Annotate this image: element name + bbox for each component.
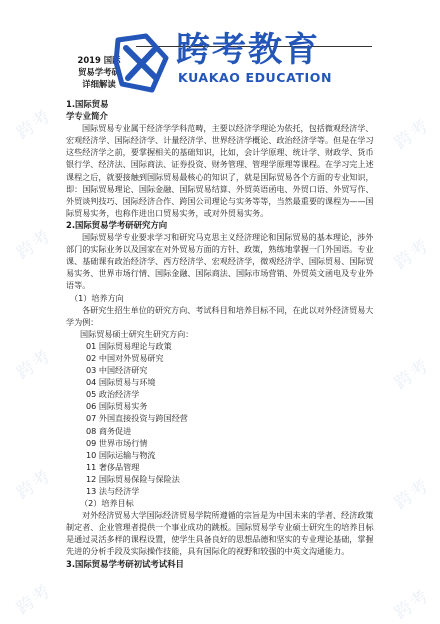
watermark: 跨考 — [13, 580, 56, 619]
list-title: 国际贸易硕士研究生研究方向： — [80, 328, 194, 339]
list-item: 06 国际贸易实务 — [86, 401, 148, 412]
list-item: 12 国际贸易保险与保险法 — [86, 473, 180, 484]
watermark: 跨考 — [13, 225, 56, 264]
list-item: 07 外国直接投资与跨国经营 — [86, 413, 188, 424]
list-item: 13 法与经济学 — [86, 486, 140, 496]
document-body — [66, 98, 378, 570]
paragraph: 国际贸易专业属于经济学学科范畴，主要以经济学理论为依托，包括微观经济学、宏观经济学、国际经济学、计量经济学、世界经济学概论、政治经济学等。但是在学习这些经济学之前，要掌握相关的基础知识，比如，会计学原理、统计学、财政学、货币银行学、经济法、国际商法、证券投资、财务管理、管理学原理等课程。在学习完上述课程之后，就要接触到国际贸易最核心的知识了，就是国际贸易各个方面的专业知识，即：国际贸易理论、国际金融、国际贸易结算、外贸英语函电、外贸口语、外贸写作、外贸谈判技巧、国际经济合作、跨国公司理论与实务等等，当然最重要的课程为——国际贸易实务，也称作进出口贸易实务，或对外贸易实务。 — [66, 123, 374, 218]
paragraph: 各研究生招生单位的研究方向、考试科目和培养目标不同，在此以对外经济贸易大学为例： — [66, 304, 374, 327]
title-line: 详细解读 — [82, 79, 116, 89]
brand-logo-icon — [112, 32, 172, 94]
watermark: 跨考 — [391, 585, 434, 624]
watermark: 跨考 — [13, 345, 56, 384]
watermark: 跨考 — [391, 115, 434, 154]
list-item: 11 奢侈品管理 — [86, 461, 140, 472]
paragraph: 国际贸易学专业要求学习和研究马克思主义经济理论和国际贸易的基本理论，涉外部门的实际业务以及国家在对外贸易方面的方针、政策，熟练地掌握一门外国语。专业课、基础课有政治经济学、西方经济学、宏观经济学，微观经济学、国际贸易、国际贸易实务、世界市场行情、国际金融、国际商法、国际市场营销、外贸英文函电及专业外语等。 — [66, 232, 374, 291]
section-heading: 1.国际贸易 — [66, 99, 109, 109]
title-line: 2019 国际 — [77, 55, 121, 65]
subsection-heading: （1）培养方向 — [70, 292, 124, 303]
list-item: 08 商务促进 — [86, 425, 132, 436]
watermark: 跨考 — [391, 235, 434, 274]
watermark: 跨考 — [391, 475, 434, 514]
paragraph: 对外经济贸易大学国际经济贸易学院所遵循的宗旨是为中国未来的学者、经济政策制定者、企业管理者提供一个事业成功的跳板。国际贸易学专业硕士研究生的培养目标是通过灵活多样的课程设置，使学生具备良好的思想品德和坚实的专业理论基础，掌握先进的分析手段及实际操作技能，具有国际化的视野和较强的中英文沟通能力。 — [66, 510, 374, 557]
list-item: 04 国际贸易与环境 — [86, 377, 156, 388]
research-direction-list — [66, 340, 378, 497]
list-item: 03 中国经济研究 — [86, 365, 148, 376]
list-item: 01 国际贸易理论与政策 — [86, 340, 172, 351]
page-header — [0, 0, 440, 100]
title-line: 贸易学考研 — [78, 67, 120, 77]
list-item: 09 世界市场行情 — [86, 437, 148, 448]
watermark: 跨考 — [13, 105, 56, 144]
list-item: 10 国际运输与物流 — [86, 449, 156, 460]
list-item: 05 政治经济学 — [86, 389, 140, 400]
watermark: 跨考 — [13, 465, 56, 504]
list-item: 02 中国对外贸易研究 — [86, 352, 164, 363]
brand-logo-text: 跨考教育 — [176, 30, 320, 70]
section-heading: 3.国际贸易学考研初试考试科目 — [66, 558, 184, 569]
section-heading: 2.国际贸易学考研研究方向 — [66, 219, 168, 230]
section-subheading: 学专业简介 — [66, 111, 108, 122]
watermark: 跨考 — [391, 355, 434, 394]
subsection-heading: （2）培养目标 — [80, 498, 134, 509]
brand-logo-subtext: KUAKAO EDUCATION — [178, 70, 333, 85]
